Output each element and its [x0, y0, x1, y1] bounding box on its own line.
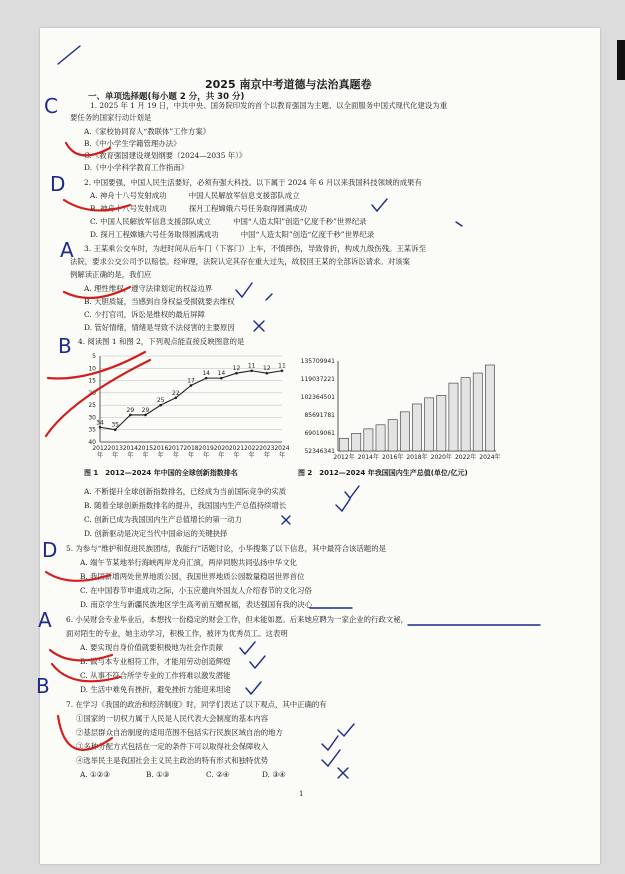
x-tick-year: 2020 [213, 445, 229, 452]
ranking-data-label: 17 [187, 377, 195, 385]
q5-line-1: 5. 为参与“维护和促进民族团结，我能行”话题讨论，小华搜集了以下信息，其中最符合该话题的是 [66, 544, 386, 553]
page-number: 1 [299, 790, 304, 798]
binding-edge [617, 40, 625, 80]
x-tick-label: 2012年 [333, 454, 355, 461]
gdp-bar [473, 373, 482, 451]
q6-line-1: 6. 小吴财会专业毕业后，本想找一份稳定的财会工作，但未能如愿。后来她应聘为一家企业的行政文秘， [66, 615, 408, 624]
ranking-point [190, 384, 193, 387]
q2-option-c: C. 中国人民解放军信息支援部队成立 中国“人造太阳”创造“亿度千秒”世界纪录 [90, 217, 367, 226]
q3-line-3: 例解读正确的是，我们应 [70, 270, 152, 279]
ranking-data-label: 12 [232, 365, 241, 373]
y-tick-label: 119037221 [300, 376, 335, 383]
x-tick-year: 2013 [107, 445, 123, 452]
q3-line-2: 法院，要求公交公司予以赔偿。经审理，法院认定其存在重大过失，故驳回王某的全部诉讼请求。对该案 [70, 257, 410, 266]
y-tick-label: 35 [88, 426, 96, 434]
q3-option-c: C. 少打官司，诉讼是维权的最后屏障 [84, 310, 205, 319]
ranking-data-label: 11 [278, 362, 286, 370]
gdp-bar [461, 378, 470, 451]
ranking-point [281, 369, 284, 372]
y-tick-label: 10 [88, 365, 96, 373]
ranking-data-label: 35 [111, 421, 119, 429]
ranking-point [250, 369, 253, 372]
x-tick-suffix: 年 [248, 452, 255, 459]
gdp-bar [412, 404, 421, 451]
q6-option-a: A. 要实现自身价值就要积极地为社会作贡献 [80, 643, 224, 652]
handwritten-answer-q2: D [50, 172, 66, 196]
q1-option-d: D.《中小学科学教育工作指南》 [84, 163, 189, 172]
handwritten-answer-q3: A [60, 238, 74, 262]
gdp-bar [449, 383, 458, 451]
x-tick-label: 2020年 [430, 454, 452, 461]
q5-option-a: A. 端午节某地举行海峡两岸龙舟汇演，两岸同胞共同弘扬中华文化 [80, 558, 297, 567]
gdp-bar [352, 433, 361, 451]
gdp-bar [437, 395, 446, 451]
y-tick-label: 20 [88, 389, 96, 397]
x-tick-year: 2019 [198, 445, 214, 452]
q1-option-a: A.《家校协同育人“教联体”工作方案》 [84, 127, 211, 136]
handwritten-answer-q6: A [38, 608, 52, 632]
ranking-data-label: 12 [263, 365, 271, 373]
q7-statement-2: ②基层群众自治制度的适用范围不包括实行民族区域自治的地方 [76, 728, 283, 737]
ranking-data-label: 14 [217, 370, 226, 378]
x-tick-year: 2022 [244, 445, 260, 452]
x-tick-suffix: 年 [263, 452, 270, 459]
x-tick-suffix: 年 [142, 452, 149, 459]
q3-line-1: 3. 王某乘公交车时，为赶时间从后车门（下客门）上车，不慎摔伤，导致骨折，构成九级伤残。王某诉至 [84, 244, 426, 253]
ranking-point [266, 372, 269, 375]
x-tick-year: 2018 [183, 445, 199, 452]
q6-option-d: D. 生活中难免有挫折，避免挫折方能迎来坦途 [80, 685, 231, 694]
x-tick-year: 2023 [259, 445, 275, 452]
y-tick-label: 40 [88, 439, 96, 446]
x-tick-year: 2021 [228, 445, 245, 452]
x-tick-suffix: 年 [172, 452, 179, 459]
x-tick-suffix: 年 [218, 452, 225, 459]
y-tick-label: 102364501 [300, 394, 335, 401]
ranking-data-label: 11 [247, 362, 256, 370]
figure-2-bar-chart [292, 355, 502, 465]
handwritten-answer-q5: D [42, 538, 58, 562]
q2-option-d: D. 探月工程嫦娥六号任务取得圆满成功 中国“人造太阳”创造“亿度千秒”世界纪录 [90, 230, 375, 239]
q7-statement-4: ④选举民主是我国社会主义民主政治的特有形式和独特优势 [76, 756, 269, 765]
x-tick-suffix: 年 [278, 452, 286, 459]
x-tick-year: 2017 [168, 445, 184, 452]
y-tick-label: 52346341 [304, 448, 335, 455]
gdp-bar [340, 438, 349, 451]
y-tick-label: 85691781 [304, 412, 335, 419]
q5-option-b: B. 我国新增两处世界地质公园，我国世界地质公园数量稳居世界首位 [80, 572, 305, 581]
x-tick-label: 2018年 [406, 454, 428, 461]
q5-option-c: C. 在中国春节申遗成功之际，小玉应邀向外国友人介绍春节的文化习俗 [80, 586, 312, 595]
gdp-bar [400, 412, 409, 451]
x-tick-label: 2024年 [479, 454, 501, 461]
q4-line-1: 4. 阅读图 1 和图 2，下列观点能直接反映图意的是 [78, 337, 245, 346]
x-tick-suffix: 年 [203, 452, 210, 459]
gdp-bar [388, 420, 397, 451]
y-tick-label: 25 [88, 402, 96, 410]
x-tick-year: 2015 [137, 445, 154, 452]
q4-option-d: D. 创新驱动是决定当代中国命运的关键抉择 [84, 529, 228, 538]
gdp-bar [376, 425, 385, 451]
q7-choice-d: D. ③④ [262, 770, 286, 779]
q7-line-1: 7. 在学习《我国的政治和经济制度》时，同学们表达了以下观点，其中正确的有 [66, 700, 327, 709]
q4-option-b: B. 随着全球创新指数排名的提升，我国国内生产总值持续增长 [84, 501, 287, 510]
q6-option-c: C. 从事不符合所学专业的工作将难以激发潜能 [80, 671, 231, 680]
figure-2-caption: 图 2 2012—2024 年我国国内生产总值(单位/亿元) [298, 469, 468, 477]
page-title: 2025 南京中考道德与法治真题卷 [205, 78, 372, 91]
q3-option-d: D. 管好情绪，情绪是导致不法侵害的主要原因 [84, 323, 235, 332]
x-tick-label: 2014年 [357, 454, 380, 461]
x-tick-year: 2012 [92, 445, 108, 452]
ranking-data-label: 34 [96, 419, 104, 427]
x-tick-suffix: 年 [96, 452, 104, 459]
ranking-point [159, 404, 162, 407]
ranking-point [235, 372, 238, 375]
ranking-data-label: 29 [141, 406, 150, 414]
ranking-point [99, 426, 102, 429]
q3-option-a: A. 理性维权，遵守法律划定的权益边界 [84, 284, 213, 293]
ranking-data-label: 22 [172, 389, 180, 397]
ranking-point [129, 414, 132, 417]
q1-line-1: 1. 2025 年 1 月 19 日，中共中央、国务院印发的首个以教育强国为主题、以全面服务中国式现代化建设为重 [90, 101, 448, 110]
ranking-point [220, 377, 223, 380]
q7-statement-1: ①国家的一切权力属于人民是人民代表大会制度的基本内容 [76, 714, 269, 723]
section-heading: 一、单项选择题(每小题 2 分，共 30 分) [88, 92, 245, 102]
ranking-point [144, 414, 147, 417]
q7-statement-3: ③多种分配方式包括在一定的条件下可以取得社会保障收入 [76, 742, 269, 751]
y-tick-label: 135709941 [300, 358, 335, 365]
ranking-point [175, 396, 178, 399]
gdp-bar [485, 365, 494, 451]
q5-option-d: D. 南京学生与新疆民族地区学生高考前互赠祝福，表达强国有我的决心 [80, 600, 313, 609]
ranking-point [114, 428, 117, 431]
q1-option-b: B.《中小学生学籍管理办法》 [84, 139, 181, 148]
y-tick-label: 15 [88, 377, 96, 385]
y-tick-label: 69019061 [304, 430, 335, 437]
x-tick-label: 2016年 [382, 454, 404, 461]
q2-option-b: B. 神舟十八号发射成功 探月工程嫦娥六号任务取得圆满成功 [90, 204, 308, 213]
q7-choice-c: C. ②④ [206, 770, 230, 779]
y-tick-label: 30 [88, 414, 96, 422]
ranking-data-label: 14 [202, 370, 210, 378]
x-tick-label: 2022年 [454, 454, 477, 461]
q7-choice-a: A. ①②③ [80, 770, 110, 779]
x-tick-suffix: 年 [187, 452, 195, 459]
x-tick-year: 2016 [153, 445, 169, 452]
q6-option-b: B. 做与本专业相符工作，才能用劳动创造辉煌 [80, 657, 231, 666]
x-tick-year: 2024 [274, 445, 290, 452]
ranking-data-label: 25 [156, 397, 165, 405]
q7-choice-b: B. ①③ [146, 770, 170, 779]
handwritten-answer-q7: B [36, 674, 50, 698]
figure-1-line-chart [72, 350, 288, 466]
q6-line-2: 面对陌生的专业，她主动学习，积极工作，被评为优秀员工。这表明 [66, 629, 288, 638]
figure-1-caption: 图 1 2012—2024 年中国的全球创新指数排名 [84, 469, 238, 477]
q1-line-2: 要任务的国家行动计划是 [70, 113, 152, 122]
gdp-bar [364, 429, 373, 451]
y-tick-label: 5 [92, 353, 96, 360]
ranking-point [205, 377, 208, 380]
q2-line-1: 2. 中国要强，中国人民生活要好，必须有强大科技。以下属于 2024 年 6 月以来我国科技领域的成果有 [84, 178, 422, 187]
handwritten-answer-q1: C [44, 94, 58, 118]
x-tick-suffix: 年 [112, 452, 119, 459]
gdp-bar [425, 398, 434, 451]
x-tick-year: 2014 [122, 445, 138, 452]
q1-option-c: C.《教育强国建设规划纲要（2024—2035 年）》 [84, 151, 247, 160]
ranking-data-label: 29 [126, 406, 135, 414]
x-tick-suffix: 年 [157, 452, 164, 459]
x-tick-suffix: 年 [233, 452, 240, 459]
q4-option-a: A. 不断提升全球创新指数排名，已经成为当前国际竞争的实质 [84, 487, 287, 496]
q4-option-c: C. 创新已成为我国国内生产总值增长的第一动力 [84, 515, 242, 524]
x-tick-suffix: 年 [127, 452, 134, 459]
q2-option-a: A. 神舟十八号发射成功 中国人民解放军信息支援部队成立 [90, 191, 300, 200]
handwritten-answer-q4: B [58, 334, 72, 358]
q3-option-b: B. 大胆质疑，当感到自身权益受损就要去维权 [84, 297, 235, 306]
